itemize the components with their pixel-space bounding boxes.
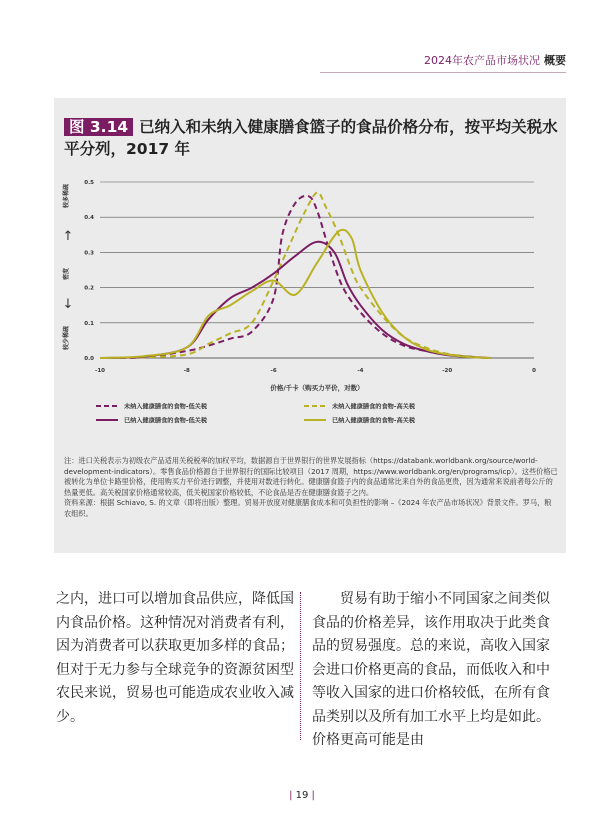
series-line-1 xyxy=(100,196,491,358)
figure-notes xyxy=(64,456,558,519)
y-tick-label: 0.1 xyxy=(84,320,94,327)
x-tick-label: -20 xyxy=(442,368,453,374)
x-axis-label: 价格/千卡（购买力平价，对数） xyxy=(270,384,364,392)
figure-box xyxy=(54,98,566,553)
header-label: 概要 xyxy=(544,54,566,67)
series-line-3 xyxy=(100,242,491,358)
source-text: 资料来源：根据 Schiavo, S. 的文章（即将出版）整理。贸易开放度对健康膳食成本和可负担性的影响 –《2024 年农产品市场状况》背景文件。罗马，粮农组织。 xyxy=(64,498,552,518)
density-chart xyxy=(54,98,566,448)
page-number-value: 19 xyxy=(295,790,309,801)
x-tick-label: -6 xyxy=(270,368,277,374)
arrow-up-icon: ↑ xyxy=(62,229,74,244)
y-tick-label: 0.5 xyxy=(84,180,94,186)
figure-title-text: 已纳入和未纳入健康膳食篮子的食品价格分布，按平均关税水平分列，2017 年 xyxy=(64,118,558,158)
x-tick-label: 0 xyxy=(532,368,536,374)
running-header xyxy=(424,52,566,68)
legend-label: 未纳入健康膳食的食物-低关税 xyxy=(124,403,208,411)
y-tick-label: 0.2 xyxy=(84,285,94,292)
body-column-right-text: 贸易有助于缩小不同国家之间类似食品的价格差异，该作用取决于此类食品的贸易强度。总的来说，高收入国家会进口价格更高的食品，而低收入和中等收入国家的进口价格较低，在所有食品类别以及所有加工水平上均是如此。价格更高可能是由 xyxy=(312,591,550,748)
x-tick-label: -4 xyxy=(357,368,364,374)
series-line-4 xyxy=(100,230,491,358)
figure-number: 图 3.14 xyxy=(64,118,133,136)
x-tick-label: -10 xyxy=(95,368,105,374)
header-section: 2024年农产品市场状况 xyxy=(424,54,540,67)
legend-label: 已纳入健康膳食的食物-高关税 xyxy=(332,417,416,425)
x-tick-label: -8 xyxy=(183,368,190,374)
y-axis-label-bottom: 较少稀疏 xyxy=(63,325,70,351)
body-column-left: 之内，进口可以增加食品供应，降低国内食品价格。这种情况对消费者有利，因为消费者可以获取更加多样的食品；但对于无力参与全球竞争的资源贫困型农民来说，贸易也可能造成农业收入减少。 xyxy=(56,591,294,725)
arrow-down-icon: ↓ xyxy=(62,297,74,312)
note-text: 注：进口关税表示为初级农产品适用关税税率的加权平均，数据源自于世界银行的世界发展指标（https://databank.worldbank.org/source/world-development-indicators）。零售食品价格源自于世界银行的国际比较项目（2017 周期，https://www.worldbank.org/en/programs/icp）。这些价格已被转化为单位卡路里价格，使用购买力平价进行调整，并使用对数进行转化。健康膳食篮子内的食品通常比来自外的食品更贵，因为通常来说前者每公斤的热量更低。高关税国家价格通常较高，低关税国家价格较低，不论食品是否在健康膳食篮子之内。 xyxy=(64,456,558,497)
y-tick-label: 0.4 xyxy=(84,215,94,222)
y-tick-label: 0.3 xyxy=(84,250,94,257)
legend-label: 未纳入健康膳食的食物-高关税 xyxy=(332,403,416,411)
legend-label: 已纳入健康膳食的食物-低关税 xyxy=(124,417,208,425)
y-axis-label-mid: 密度 xyxy=(63,267,70,281)
y-axis-label-top: 较多稀疏 xyxy=(63,183,70,209)
page-number: | 19 | xyxy=(289,790,315,801)
header-rule xyxy=(320,72,566,73)
y-tick-label: 0.0 xyxy=(84,356,94,362)
body-column-right xyxy=(312,588,552,753)
column-divider xyxy=(300,592,301,740)
